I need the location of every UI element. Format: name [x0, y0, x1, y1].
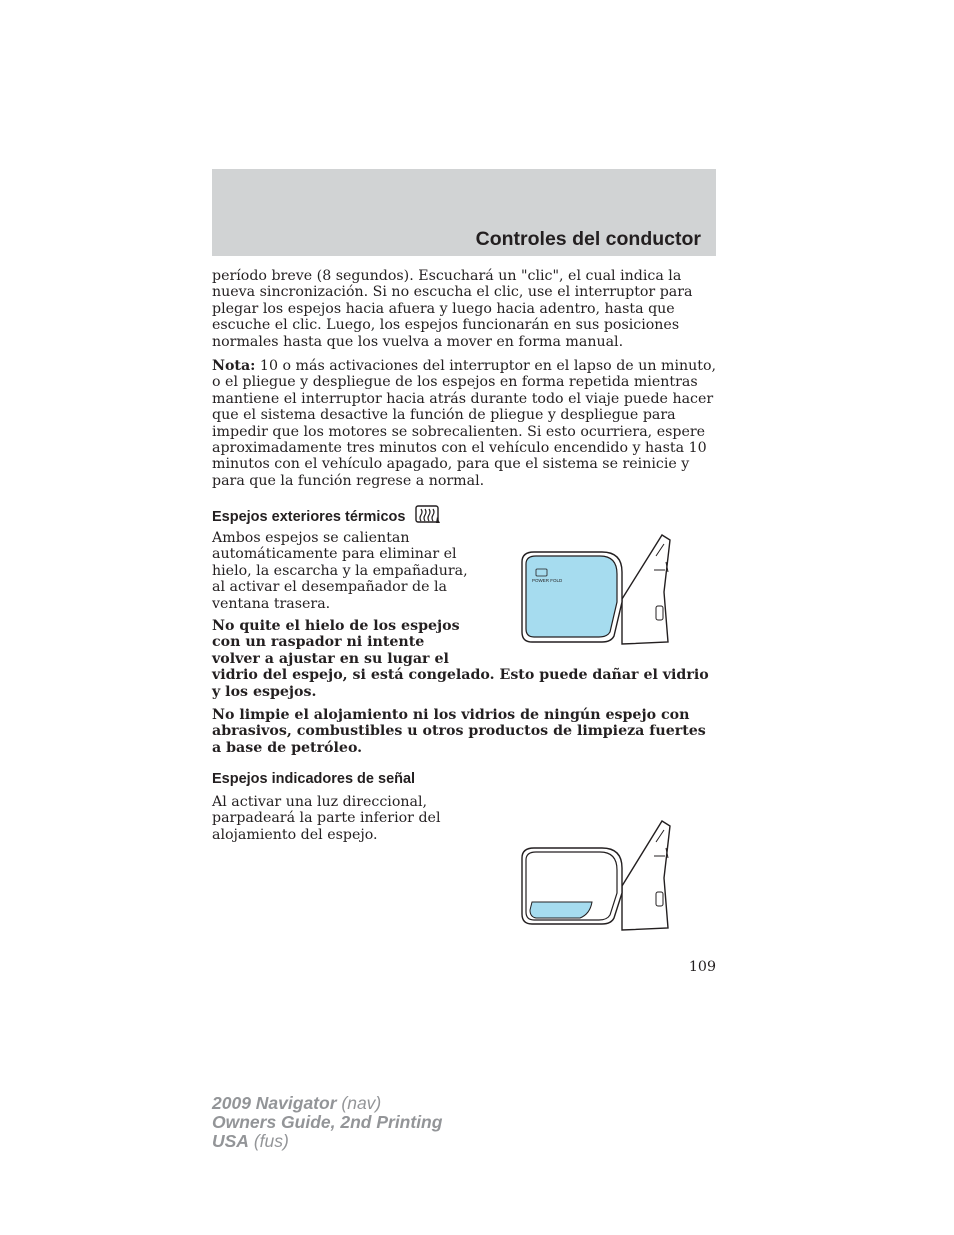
- rear-defrost-icon: [415, 505, 441, 530]
- footer-line-2: Owners Guide, 2nd Printing: [212, 1112, 443, 1132]
- paragraph-resync: período breve (8 segundos). Escuchará un "clic", el cual indica la nueva sincronización. Si no escucha el clic, use el interruptor para plegar los espejos hacia afuera y luego hacia adentro, hasta que escuche el clic. Luego, los espejos funcionarán en sus posiciones normales hasta que los vuelva a mover en forma manual.: [212, 268, 693, 350]
- warning-ice-scraper-text: No quite el hielo de los espejos con un raspador ni intente volver a ajustar en su lugar el vidrio del espejo, si está congelado. Esto puede dañar el vidrio y los espejos.: [212, 618, 709, 700]
- paragraph-note: [212, 358, 718, 489]
- heading-signal-mirrors: Espejos indicadores de señal: [212, 771, 416, 787]
- page-number: 109: [688, 959, 716, 975]
- heading-heated-mirrors: [212, 505, 441, 530]
- warning-cleaning: No limpie el alojamiento ni los vidrios de ningún espejo con abrasivos, combustibles u otros productos de limpieza fuertes a base de petróleo.: [212, 707, 706, 756]
- power-fold-label: POWER FOLD: [532, 578, 563, 583]
- section-header-band: [212, 169, 716, 256]
- note-label: Nota:: [212, 358, 256, 374]
- heated-mirror-figure: [518, 532, 678, 654]
- paragraph-heated-mirrors: Ambos espejos se calientan automáticamente para eliminar el hielo, la escarcha y la empañadura, al activar el desempañador de la ventana trasera.: [212, 530, 468, 612]
- note-text: 10 o más activaciones del interruptor en el lapso de un minuto, o el pliegue y despliegue de los espejos en forma repetida mientras mantiene el interruptor hacia atrás durante todo el viaje puede hacer que el sistema desactive la función de pliegue y despliegue para impedir que los motores se sobrecalienten. Si esto ocurriera, espere aproximadamente tres minutos con el vehículo encendido y hasta 10 minutos con el vehículo apagado, para que el sistema se reinicie y para que la función regrese a normal.: [212, 358, 717, 489]
- footer-line-1: 2009 Navigator (nav): [212, 1093, 382, 1113]
- footer-line-3: USA (fus): [212, 1131, 289, 1151]
- heading-heated-mirrors-text: Espejos exteriores térmicos: [212, 509, 406, 525]
- signal-mirror-figure: [518, 818, 678, 940]
- paragraph-signal-mirrors: Al activar una luz direccional, parpadeará la parte inferior del alojamiento del espejo.: [212, 794, 441, 843]
- section-title: Controles del conductor: [475, 228, 701, 250]
- document-footer: [212, 1094, 442, 1151]
